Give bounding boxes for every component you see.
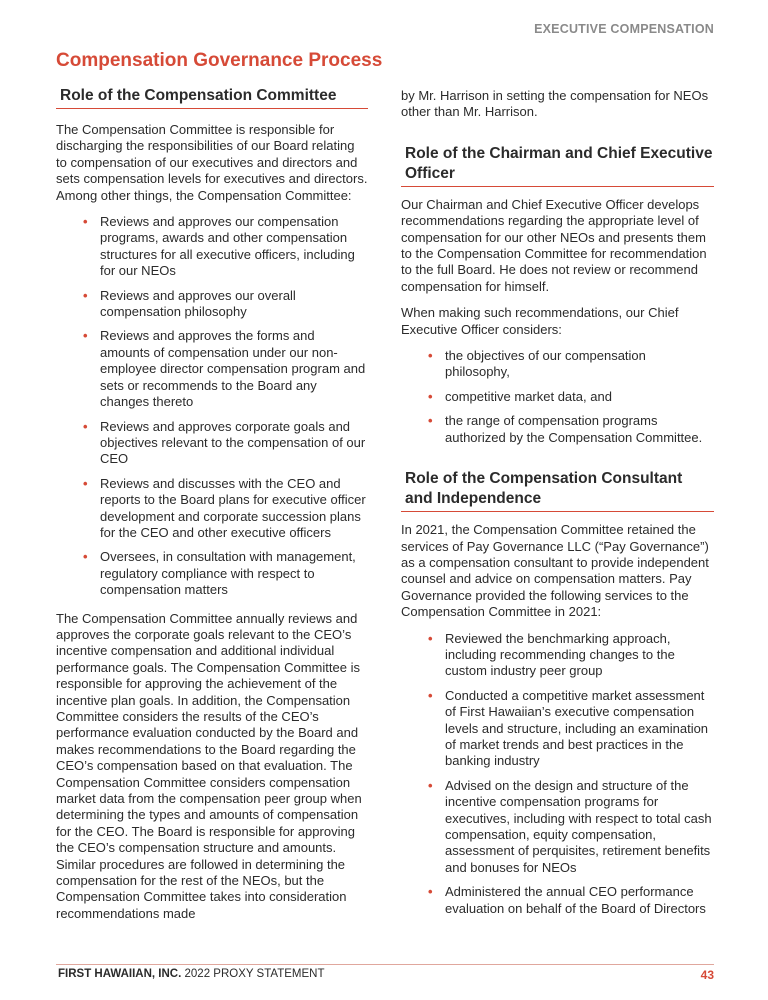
right-column	[401, 86, 714, 929]
footer-divider	[56, 964, 714, 965]
consultant-heading: Role of the Compensation Consultant and Independence	[401, 469, 714, 512]
list-item: • Administered the annual CEO performance evaluation on behalf of the Board of Directors	[445, 884, 714, 917]
ceo-considers-paragraph: When making such recommendations, our Chief Executive Officer considers:	[401, 305, 679, 337]
page-title: Compensation Governance Process	[56, 50, 383, 71]
list-item: • the objectives of our compensation philosophy,	[445, 348, 714, 381]
consultant-services-list	[401, 631, 714, 918]
list-item: • Reviews and approves corporate goals and objectives relevant to the compensation of our CEO	[100, 419, 368, 468]
list-item: • Reviews and discusses with the CEO and reports to the Board plans for executive officer development and corporate succession plans for the CEO and other executive officers	[100, 476, 368, 542]
committee-responsibilities-list	[56, 214, 368, 599]
left-column	[56, 86, 368, 932]
list-item: • the range of compensation programs authorized by the Compensation Committee.	[445, 413, 714, 446]
section-header: EXECUTIVE COMPENSATION	[534, 22, 714, 36]
continued-paragraph: by Mr. Harrison in setting the compensation for NEOs other than Mr. Harrison.	[401, 88, 709, 120]
committee-body: The Compensation Committee annually reviews and approves the corporate goals relevant to the CEO’s incentive compensation and additional individual performance goals. The Compensation Committee is responsible for approving the achievement of the incentive plan goals. In addition, the Compensation Committee considers the results of the CEO’s performance evaluation conducted by the Board and makes recommendations to the Board regarding the CEO’s compensation based on that evaluation. The Compensation Committee considers compensation market data from the compensation peer group when determining the types and amounts of compensation for the CEO. The Board is responsible for approving the CEO’s compensation structure and amounts. Similar procedures are followed in determining the compensation for the rest of the NEOs, but the Compensation Committee takes into consideration recommendations made	[56, 610, 362, 921]
page-number: 43	[700, 968, 714, 982]
chairman-ceo-heading: Role of the Chairman and Chief Executive Officer	[401, 144, 714, 187]
footer-label	[58, 968, 324, 980]
list-item: • competitive market data, and	[445, 389, 714, 405]
list-item: • Reviewed the benchmarking approach, including recommending changes to the custom industry peer group	[445, 631, 714, 680]
list-item: • Reviews and approves our compensation programs, awards and other compensation structures for all executive officers, including for our NEOs	[100, 214, 368, 280]
ceo-considerations-list	[401, 348, 714, 446]
footer-company: FIRST HAWAIIAN, INC.	[58, 968, 182, 980]
consultant-paragraph: In 2021, the Compensation Committee retained the services of Pay Governance LLC (“Pay Governance”) as a compensation consultant to provide independent counsel and advice on compensation matters. Pay Governance provided the following services to the Compensation Committee in 2021:	[401, 522, 709, 620]
footer-document: 2022 PROXY STATEMENT	[181, 968, 325, 980]
list-item: • Advised on the design and structure of the incentive compensation programs for executives, including with respect to total cash compensation, equity compensation, assessment of perquisites, retirement benefits and bonuses for NEOs	[445, 778, 714, 876]
list-item: • Reviews and approves the forms and amounts of compensation under our non-employee director compensation program and sets or recommends to the Board any changes thereto	[100, 328, 368, 410]
list-item: • Reviews and approves our overall compensation philosophy	[100, 288, 368, 321]
list-item: • Oversees, in consultation with management, regulatory compliance with respect to compensation matters	[100, 549, 368, 598]
chairman-paragraph: Our Chairman and Chief Executive Officer develops recommendations regarding the appropriate level of compensation for our other NEOs and presents them to the Compensation Committee for recommendation to the full Board. He does not review or recommend compensation for himself.	[401, 196, 707, 294]
compensation-committee-heading: Role of the Compensation Committee	[56, 86, 368, 109]
committee-intro: The Compensation Committee is responsible for discharging the responsibilities of our Board relating to compensation of our executives and directors and sets compensation levels for executives and directors. Among other things, the Compensation Committee:	[56, 122, 368, 203]
list-item: • Conducted a competitive market assessment of First Hawaiian’s executive compensation levels and structure, including an examination of market trends and best practices in the banking industry	[445, 688, 714, 770]
